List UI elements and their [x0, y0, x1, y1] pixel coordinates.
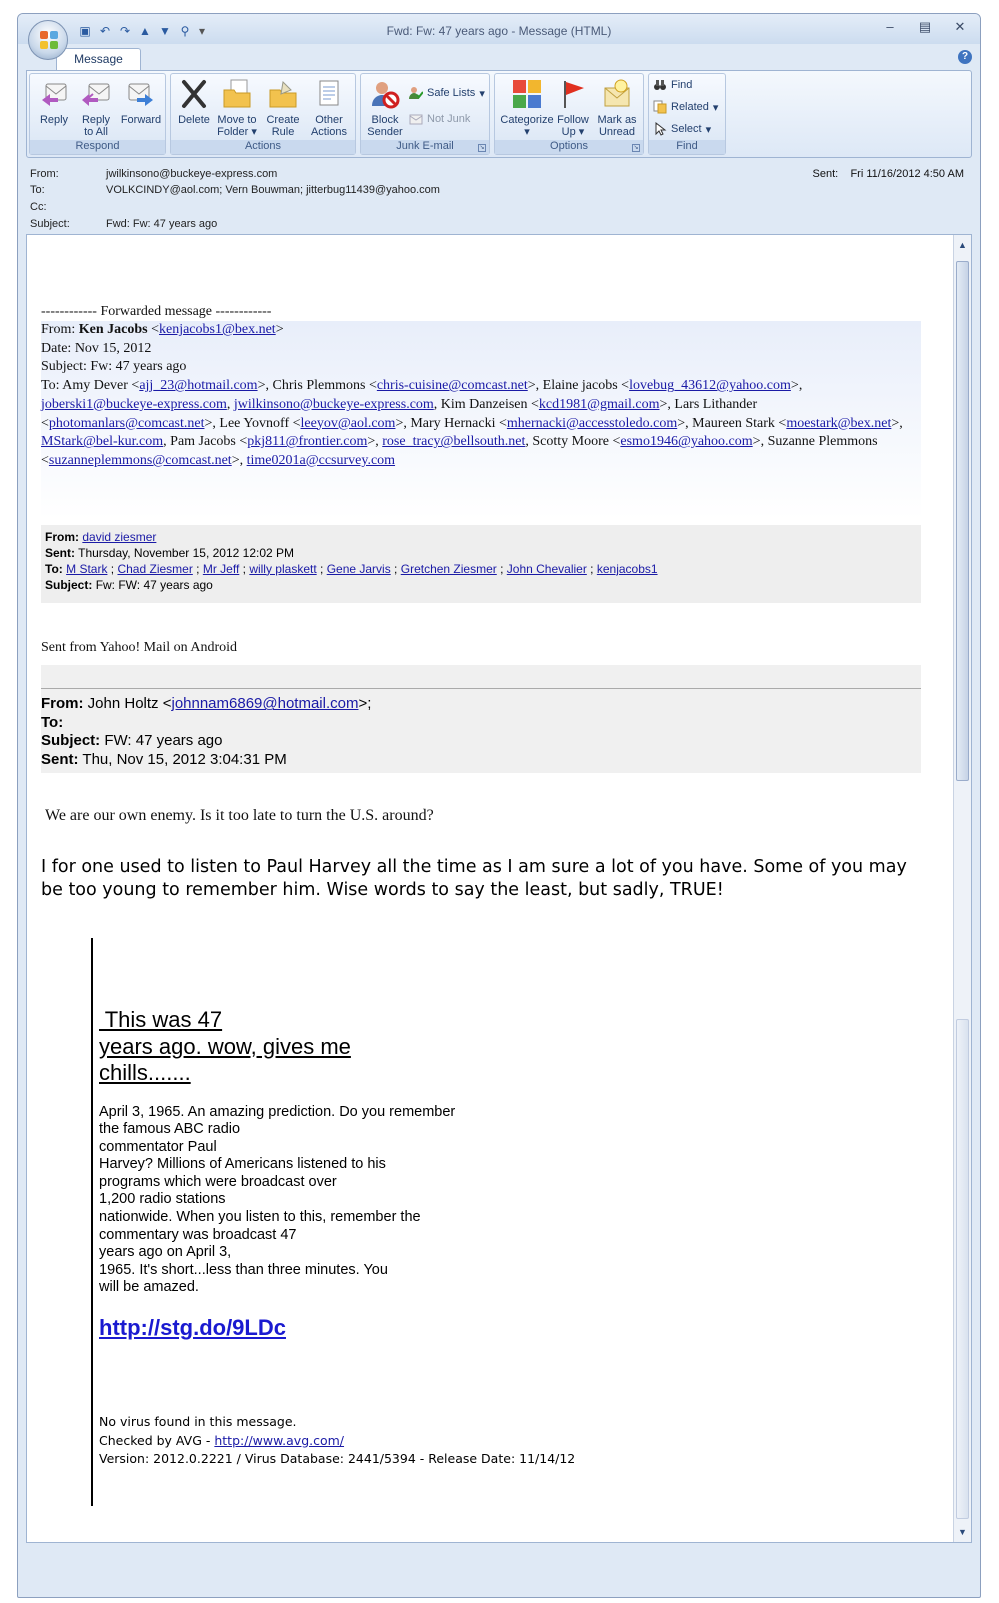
- fwd-recipient-name: Chris Plemmons <: [272, 378, 377, 394]
- fwd-recipient-email[interactable]: MStark@bel-kur.com: [41, 434, 164, 450]
- undo-icon[interactable]: ↶: [99, 23, 111, 38]
- reply-all-icon: [80, 78, 112, 110]
- fwd-recipient-email[interactable]: rose_tracy@bellsouth.net: [382, 434, 526, 450]
- block-sender-button[interactable]: Block Sender: [365, 78, 405, 138]
- actions-group-label: Actions: [171, 140, 355, 154]
- sent-value: Fri 11/16/2012 4:50 AM: [850, 168, 964, 180]
- fwd-recipient: Lars Lithander <photomanlars@comcast.net>,: [41, 396, 758, 431]
- create-rule-icon: [267, 78, 299, 110]
- find-group: [648, 73, 726, 155]
- scroll-down-icon[interactable]: ▼: [958, 1527, 967, 1537]
- window-controls: [882, 20, 968, 34]
- fwd-recipient-email[interactable]: joberski1@buckeye-express.com: [41, 396, 227, 412]
- yh-to: To: M Stark ; Chad Ziesmer ; Mr Jeff ; willy plaskett ; Gene Jarvis ; Gretchen Ziesmer ; John Chevalier ; kenjacobs1: [45, 561, 658, 576]
- cursor-icon: [653, 122, 667, 136]
- not-junk-button[interactable]: Not Junk: [409, 110, 470, 128]
- fwd-recipient-name: Elaine jacobs <: [542, 378, 630, 394]
- enemy-line: We are our own enemy. Is it too late to turn the U.S. around?: [45, 807, 434, 825]
- fwd-recipient: Chris Plemmons <chris-cuisine@comcast.net>,: [272, 378, 543, 394]
- mark-as-unread-button[interactable]: Mark as Unread: [595, 78, 639, 138]
- sent-label: Sent:: [812, 168, 839, 180]
- maximize-button[interactable]: ▤: [918, 19, 932, 34]
- office-button[interactable]: [28, 20, 68, 60]
- fwd-recipient-name: Pam Jacobs <: [170, 434, 248, 450]
- block-sender-icon: [369, 78, 401, 110]
- delete-icon: [178, 78, 210, 110]
- options-group-label: Options: [495, 140, 643, 154]
- fwd-recipient-email[interactable]: leeyov@aol.com: [300, 415, 396, 431]
- fwd-recipient-email[interactable]: chris-cuisine@comcast.net: [376, 378, 528, 394]
- fwd-recipient: Elaine jacobs <lovebug_43612@yahoo.com>,: [542, 378, 803, 394]
- close-button[interactable]: ✕: [954, 19, 966, 34]
- yh-from-link[interactable]: david ziesmer: [82, 529, 157, 544]
- delete-button[interactable]: Delete: [175, 78, 213, 126]
- from-label: From:: [30, 168, 59, 180]
- find-group-label: Find: [649, 140, 725, 154]
- oh-from: From: John Holtz <johnnam6869@hotmail.com>;: [41, 695, 372, 713]
- fwd-recipient-email[interactable]: suzanneplemmons@comcast.net: [48, 452, 232, 468]
- fwd-recipient-name: Suzanne Plemmons <: [41, 434, 878, 468]
- actions-group: [170, 73, 356, 155]
- fwd-recipient: Lee Yovnoff <leeyov@aol.com>,: [219, 415, 411, 431]
- message-content: [41, 235, 921, 902]
- safe-lists-icon: [409, 86, 423, 100]
- title-bar: [18, 14, 980, 44]
- find-button[interactable]: Find: [653, 76, 692, 94]
- minimize-button[interactable]: –: [886, 19, 894, 34]
- categorize-button[interactable]: Categorize ▾: [499, 78, 555, 138]
- flag-icon: [557, 78, 589, 110]
- fwd-recipient-email[interactable]: jwilkinsono@buckeye-express.com: [233, 396, 434, 412]
- message-window: [17, 13, 981, 1598]
- fwd-recipient: Amy Dever <ajj_23@hotmail.com>,: [62, 378, 273, 394]
- paul-harvey-link[interactable]: http://stg.do/9LDc: [99, 1315, 286, 1341]
- fwd-recipient: Pam Jacobs <pkj811@frontier.com>,: [170, 434, 383, 450]
- print-preview-icon[interactable]: ⚲: [180, 23, 190, 38]
- from-value[interactable]: jwilkinsono@buckeye-express.com: [106, 168, 278, 180]
- fwd-recipient-email[interactable]: lovebug_43612@yahoo.com: [629, 378, 791, 394]
- mark-unread-icon: [601, 78, 633, 110]
- respond-group-label: Respond: [30, 140, 165, 154]
- oh-to: To:: [41, 713, 64, 731]
- quote-bar: [91, 938, 93, 1506]
- yh-to-recipient[interactable]: willy plaskett: [249, 561, 317, 576]
- office-logo-icon: [40, 31, 58, 49]
- customize-toolbar-icon[interactable]: ▾: [198, 23, 206, 38]
- related-icon: [653, 100, 667, 114]
- fwd-recipient-name: Lars Lithander <: [41, 396, 758, 431]
- fwd-recipient: rose_tracy@bellsouth.net,: [382, 434, 533, 450]
- yh-to-recipient[interactable]: Mr Jeff: [202, 561, 240, 576]
- fwd-to: To: Amy Dever <ajj_23@hotmail.com>, Chris Plemmons <chris-cuisine@comcast.net>, Elaine jacobs <lovebug_43612@yahoo.com>, joberski1@buckeye-express.com, jwilkinsono@buckeye-express.com, Kim Danzeisen <kcd1981@gmail.com>, Lars Lithander <photomanlars@comcast.net>, Lee Yovnoff <leeyov@aol.com>, Mary Hernacki <mhernacki@accesstoledo.com>, Maureen Stark <moestark@bex.net>, MStark@bel-kur.com, Pam Jacobs <pkj811@frontier.com>, rose_tracy@bellsouth.net, Scotty Moore <esmo1946@yahoo.com>, Suzanne Plemmons <suzanneplemmons@comcast.net>, time0201a@ccsurvey.com: [41, 378, 903, 468]
- oh-sent: Sent: Thu, Nov 15, 2012 3:04:31 PM: [41, 750, 287, 768]
- paul-harvey-paragraph: I for one used to listen to Paul Harvey all the time as I am sure a lot of you have. Some of you may be too young to remember him. Wise words to say the least, but sadly, TRUE!: [41, 857, 907, 901]
- yh-to-recipient[interactable]: John Chevalier: [506, 561, 587, 576]
- vertical-scrollbar[interactable]: [953, 235, 971, 1542]
- fwd-recipient: jwilkinsono@buckeye-express.com,: [233, 396, 441, 412]
- not-junk-icon: [409, 112, 423, 126]
- oh-subject: Subject: FW: 47 years ago: [41, 732, 223, 750]
- junk-group-label: Junk E-mail: [361, 140, 489, 154]
- yh-subject: Subject: Fw: FW: 47 years ago: [45, 577, 213, 592]
- other-actions-icon: [313, 78, 345, 110]
- sent-info: [813, 168, 964, 180]
- fwd-recipient-email[interactable]: pkj811@frontier.com: [247, 434, 368, 450]
- quote-body: April 3, 1965. An amazing prediction. Do you remember the famous ABC radio commentator Paul Harvey? Millions of Americans listened to his programs which were broadcast over 1,200 radio stations nationwide. When you listen to this, remember the commentary was broadcast 47 years ago on April 3, 1965. It's short...less than three minutes. You will be amazed.: [99, 1103, 456, 1296]
- fwd-subject: Subject: Fw: 47 years ago: [41, 359, 187, 375]
- fwd-recipient: Suzanne Plemmons <suzanneplemmons@comcast.net>,: [41, 434, 878, 468]
- outlook-header: [41, 689, 921, 773]
- oh-from-email[interactable]: johnnam6869@hotmail.com: [171, 695, 359, 713]
- to-label: To:: [30, 184, 45, 196]
- fwd-recipient-email[interactable]: time0201a@ccsurvey.com: [246, 452, 396, 468]
- avg-link[interactable]: http://www.avg.com/: [214, 1432, 345, 1448]
- respond-group: [29, 73, 166, 155]
- fwd-from: From: Ken Jacobs <kenjacobs1@bex.net>: [41, 322, 284, 337]
- yh-to-recipient[interactable]: Gene Jarvis: [326, 561, 391, 576]
- create-rule-button[interactable]: Create Rule: [263, 78, 303, 138]
- scroll-track[interactable]: [956, 1019, 969, 1519]
- yh-to-recipient[interactable]: M Stark: [66, 561, 108, 576]
- save-icon[interactable]: ▣: [79, 23, 91, 38]
- fwd-recipient-email[interactable]: mhernacki@accesstoledo.com: [506, 415, 678, 431]
- fwd-recipient-email[interactable]: ajj_23@hotmail.com: [139, 378, 258, 394]
- safe-lists-button[interactable]: Safe Lists ▾: [409, 84, 485, 102]
- quote-title: This was 47 years ago. wow, gives me chills.......: [99, 1007, 351, 1085]
- fwd-date: Date: Nov 15, 2012: [41, 340, 152, 356]
- fwd-recipient: Mary Hernacki <mhernacki@accesstoledo.com>,: [410, 415, 693, 431]
- options-group: [494, 73, 644, 155]
- yh-to-recipient[interactable]: Chad Ziesmer: [117, 561, 193, 576]
- reply-icon: [38, 78, 70, 110]
- yh-from: From: david ziesmer: [45, 529, 157, 544]
- yh-sent: Sent: Thursday, November 15, 2012 12:02 PM: [45, 545, 295, 560]
- binoculars-icon: [653, 78, 667, 92]
- select-button[interactable]: Select ▾: [653, 120, 711, 138]
- window-title: Fwd: Fw: 47 years ago - Message (HTML): [386, 24, 612, 38]
- fwd-recipient-name: Scotty Moore <: [532, 434, 621, 450]
- cc-label: Cc:: [30, 201, 47, 213]
- next-item-icon[interactable]: ▼: [159, 23, 171, 38]
- junk-options-launcher[interactable]: ↘: [479, 145, 485, 151]
- ribbon: [26, 70, 972, 158]
- move-to-folder-icon: [221, 78, 253, 110]
- fwd-recipient: MStark@bel-kur.com,: [41, 434, 171, 450]
- related-button[interactable]: Related ▾: [653, 98, 718, 116]
- other-actions-button[interactable]: Other Actions: [307, 78, 351, 150]
- to-value[interactable]: VOLKCINDY@aol.com; Vern Bouwman; jitterbug11439@yahoo.com: [106, 184, 440, 196]
- fwd-from-email[interactable]: kenjacobs1@bex.net: [158, 322, 276, 337]
- subject-value: Fwd: Fw: 47 years ago: [106, 218, 218, 230]
- reply-button[interactable]: Reply: [36, 78, 72, 126]
- fwd-recipient-name: Kim Danzeisen <: [440, 396, 539, 412]
- separator: [41, 665, 921, 689]
- yh-to-recipient[interactable]: kenjacobs1: [596, 561, 658, 576]
- subject-label: Subject:: [30, 218, 70, 230]
- message-body[interactable]: [26, 234, 972, 1543]
- avg-footer: No virus found in this message. Checked by AVG - http://www.avg.com/ Version: 2012.0.2221 / Virus Database: 2441/5394 - Release Date: 11/14/12: [99, 1414, 576, 1467]
- yahoo-header: [41, 525, 921, 603]
- forward-button[interactable]: Forward: [120, 78, 162, 126]
- previous-item-icon[interactable]: ▲: [139, 23, 151, 38]
- fwd-recipient: joberski1@buckeye-express.com,: [41, 396, 234, 412]
- ribbon-tabs: [18, 46, 980, 70]
- quoted-message: [99, 1007, 599, 1469]
- fwd-recipient: Maureen Stark <moestark@bex.net>,: [692, 415, 903, 431]
- scroll-up-icon[interactable]: ▲: [958, 240, 967, 250]
- fwd-recipient-email[interactable]: moestark@bex.net: [786, 415, 892, 431]
- fwd-recipient: Kim Danzeisen <kcd1981@gmail.com>,: [440, 396, 675, 412]
- reply-all-button[interactable]: Reply to All: [78, 78, 114, 138]
- fwd-recipient: Scotty Moore <esmo1946@yahoo.com>,: [532, 434, 768, 450]
- junk-email-group: [360, 73, 490, 155]
- fwd-recipient-name: Maureen Stark <: [692, 415, 787, 431]
- forwarded-banner: ------------ Forwarded message ------------: [41, 304, 272, 319]
- message-header: [26, 164, 972, 232]
- help-icon[interactable]: ?: [958, 50, 972, 64]
- sent-from-android: Sent from Yahoo! Mail on Android: [41, 639, 237, 655]
- categorize-icon: [511, 78, 543, 110]
- fwd-recipient-name: Lee Yovnoff <: [219, 415, 301, 431]
- fwd-recipient-email[interactable]: esmo1946@yahoo.com: [620, 434, 753, 450]
- redo-icon[interactable]: ↷: [119, 23, 131, 38]
- scroll-thumb[interactable]: [956, 261, 969, 781]
- fwd-recipient-name: Mary Hernacki <: [410, 415, 507, 431]
- fwd-recipient-email[interactable]: photomanlars@comcast.net: [48, 415, 205, 431]
- yh-to-recipient[interactable]: Gretchen Ziesmer: [400, 561, 497, 576]
- follow-up-button[interactable]: Follow Up ▾: [555, 78, 591, 138]
- fwd-recipient-email[interactable]: kcd1981@gmail.com: [538, 396, 660, 412]
- fwd-recipient-name: Amy Dever <: [62, 378, 140, 394]
- options-launcher[interactable]: ↘: [633, 145, 639, 151]
- fwd-recipient: [247, 453, 395, 468]
- tab-message[interactable]: Message: [56, 48, 141, 70]
- forwarded-header: [41, 321, 921, 519]
- forward-icon: [125, 78, 157, 110]
- move-to-folder-button[interactable]: Move to Folder ▾: [215, 78, 259, 138]
